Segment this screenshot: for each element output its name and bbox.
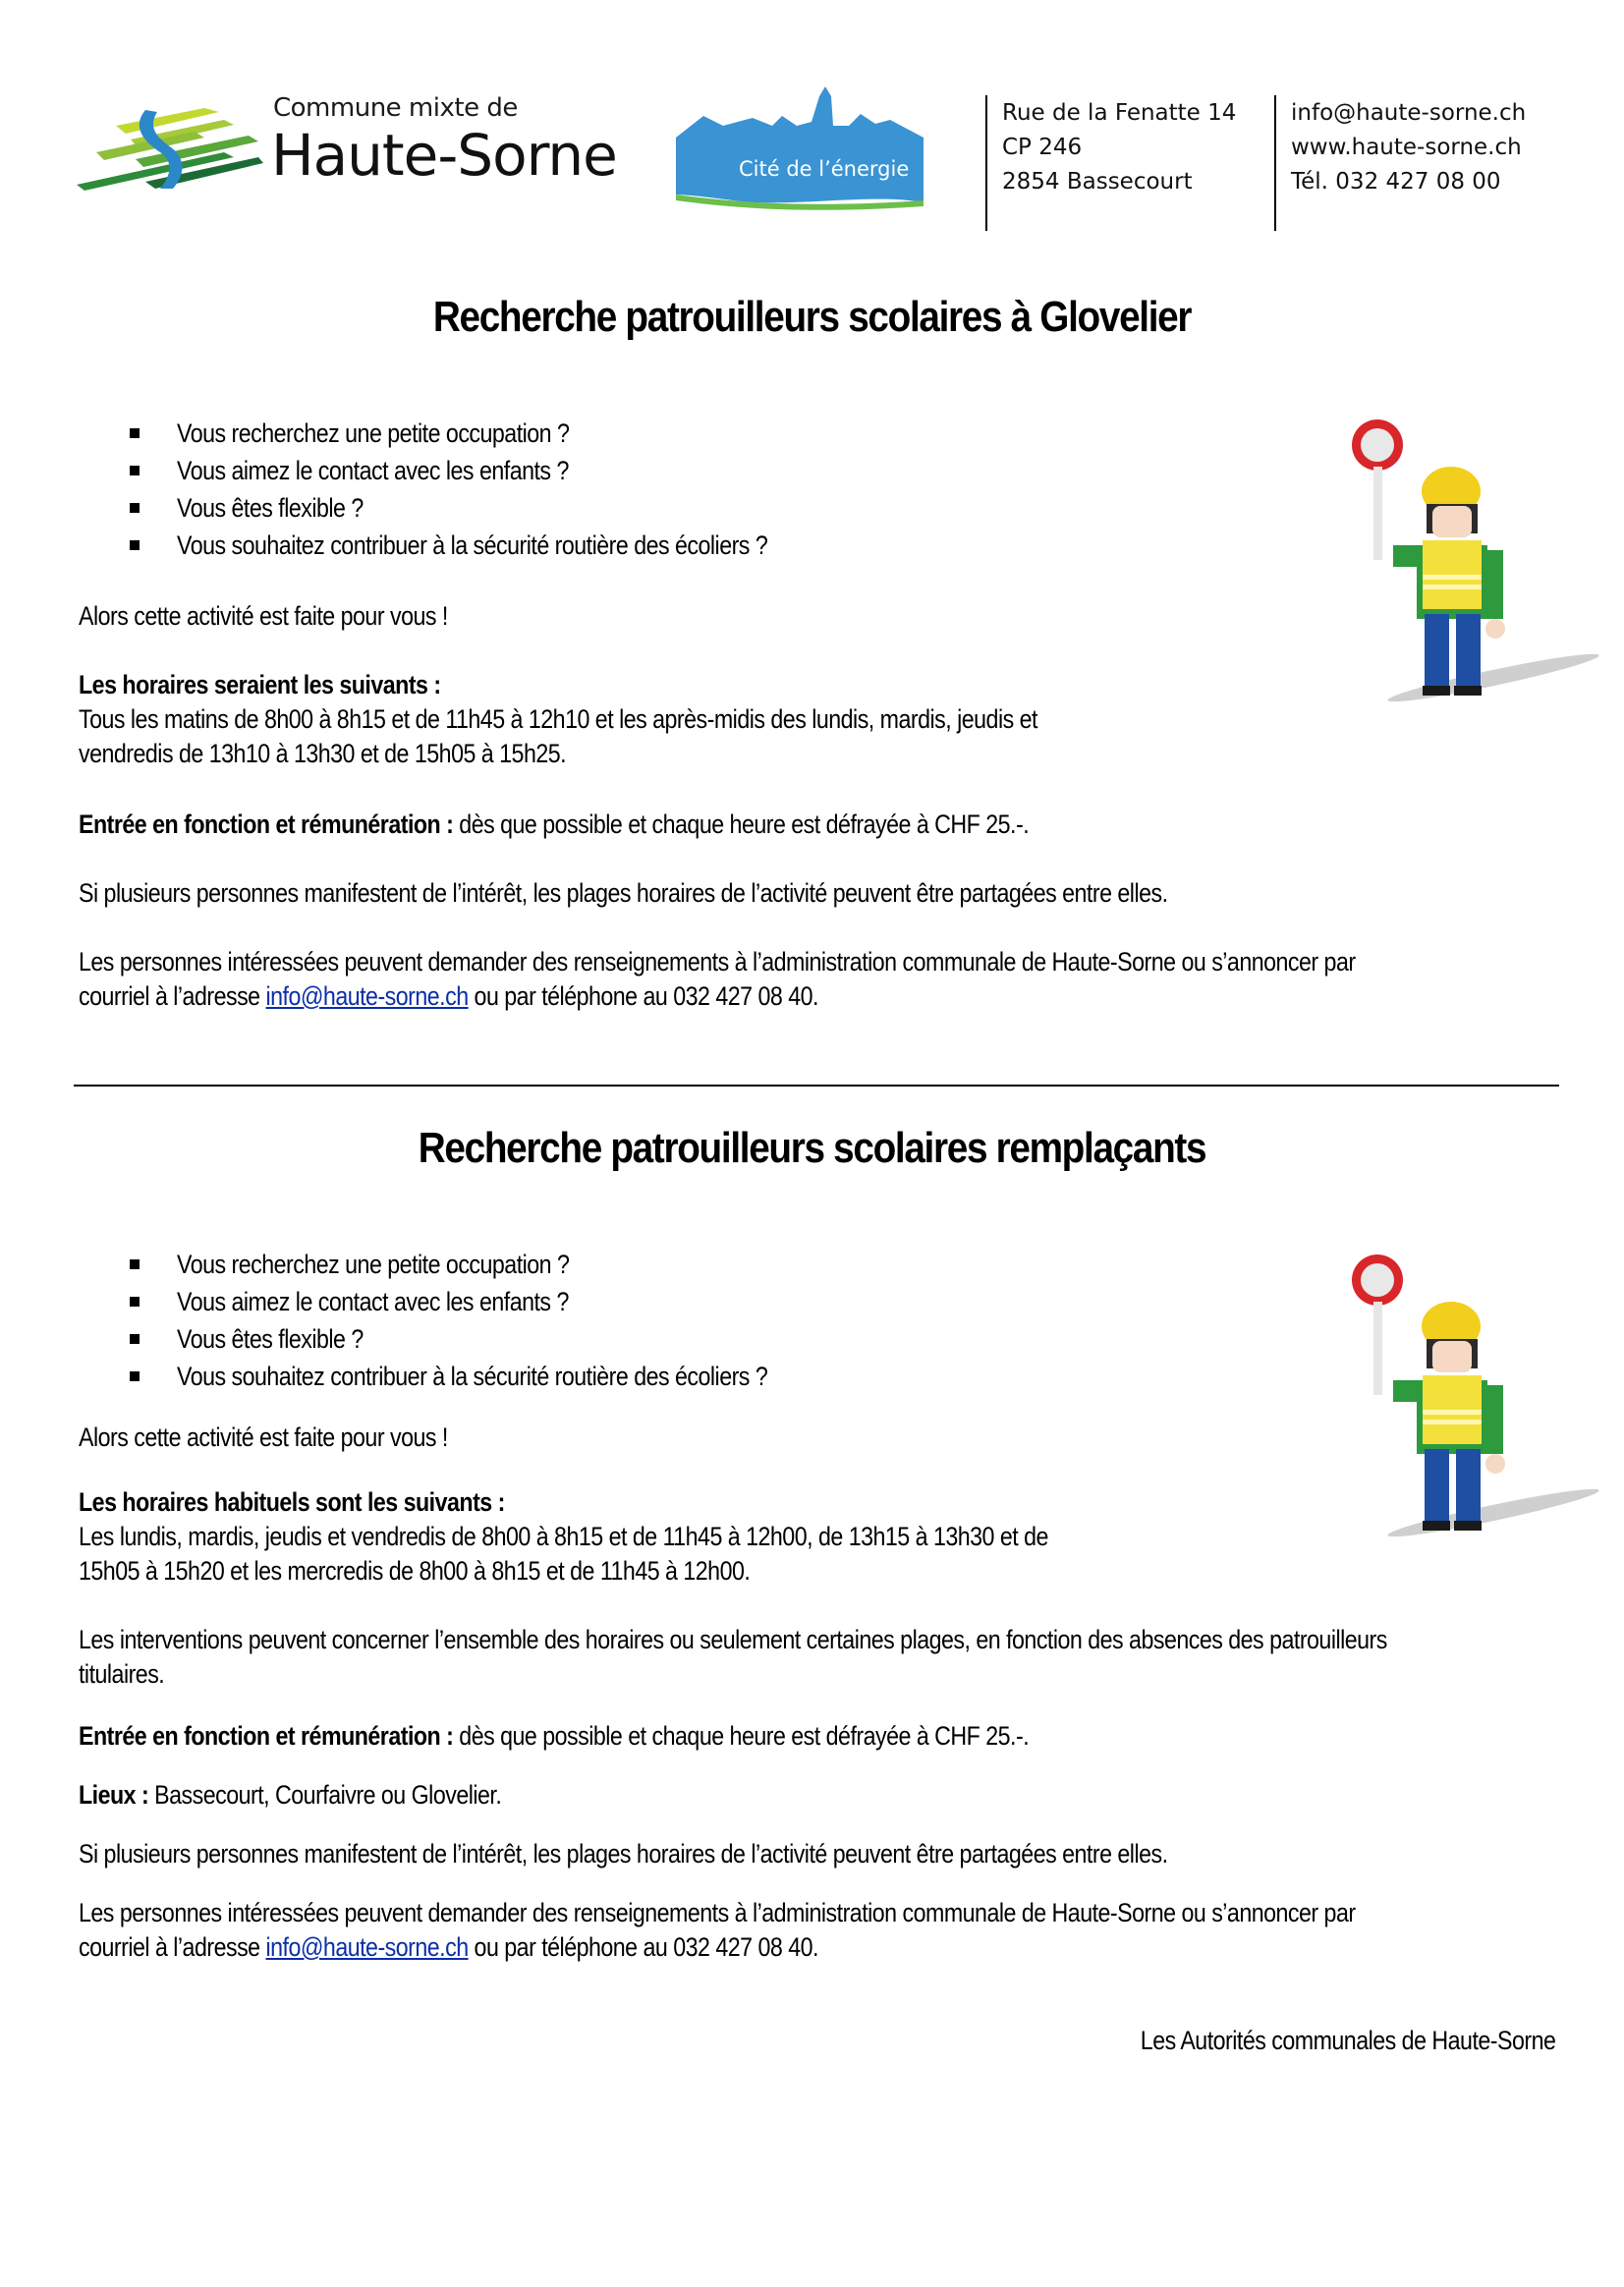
section1-intro: Alors cette activité est faite pour vous ! [79,601,448,631]
section2-title: Recherche patrouilleurs scolaires remplaçants [418,1124,1206,1172]
section1-title: Recherche patrouilleurs scolaires à Glovelier [432,293,1192,341]
school-patrol-figure-icon [1336,408,1606,707]
section2-email-link[interactable]: info@haute-sorne.ch [265,1932,469,1962]
section1-pay-label: Entrée en fonction et rémunération : [79,809,454,839]
cite-energie-label: Cité de l’énergie [739,157,910,181]
list-item: Vous êtes flexible ? [130,489,864,527]
section2-places-label: Lieux : [79,1780,149,1810]
list-item: Vous recherchez une petite occupation ? [130,415,864,452]
cite-energie-badge [674,86,925,212]
section1-email-link[interactable]: info@haute-sorne.ch [265,981,469,1011]
city-skyline-icon [674,86,925,212]
address-city: 2854 Bassecourt [1002,169,1193,195]
bullet-square-icon [130,466,140,475]
haute-sorne-logo [77,93,627,201]
logo-line1: Commune mixte de [273,93,518,123]
bullet-square-icon [130,1297,140,1307]
bullet-square-icon [130,428,140,438]
list-item: Vous aimez le contact avec les enfants ? [130,1283,864,1320]
list-item: Vous souhaitez contribuer à la sécurité routière des écoliers ? [130,527,864,564]
section1-shared: Si plusieurs personnes manifestent de l’intérêt, les plages horaires de l’activité peuvent être partagées entre elles. [79,878,1168,908]
list-item: Vous êtes flexible ? [130,1320,864,1358]
logo-line2: Haute-Sorne [271,122,617,189]
section2-pay-label: Entrée en fonction et rémunération : [79,1721,454,1751]
section2-intro: Alors cette activité est faite pour vous ! [79,1422,448,1452]
bullet-square-icon [130,1259,140,1269]
bullet-square-icon [130,540,140,550]
section1-schedule-label: Les horaires seraient les suivants : [79,670,441,699]
section1-pay-text: dès que possible et chaque heure est défrayée à CHF 25.-. [453,809,1030,839]
contact-email[interactable]: info@haute-sorne.ch [1291,100,1527,126]
section2-shared: Si plusieurs personnes manifestent de l’intérêt, les plages horaires de l’activité peuvent être partagées entre elles. [79,1839,1168,1869]
section1-schedule [79,668,1194,771]
haute-sorne-emblem-icon [77,98,273,192]
section2-schedule-line1: Les lundis, mardis, jeudis et vendredis de 8h00 à 8h15 et de 11h45 à 12h00, de 13h15 à 13h30 et de [79,1522,1048,1551]
header-divider-2 [1274,95,1276,231]
section1-schedule-line2: vendredis de 13h10 à 13h30 et de 15h05 à 15h25. [79,739,567,768]
section2-pay-text: dès que possible et chaque heure est défrayée à CHF 25.-. [453,1721,1030,1751]
section2-pay [79,1719,1184,1754]
list-item: Vous recherchez une petite occupation ? [130,1246,864,1283]
bullet-square-icon [130,1334,140,1344]
section2-contact: Les personnes intéressées peuvent demander des renseignements à l’administration communale de Haute-Sorne ou s’annoncer par courriel à l’adresse info@haute-sorne.ch ou par téléphone au 032 427 08 40. [79,1898,1356,1962]
header-divider-1 [985,95,987,231]
bullet-square-icon [130,503,140,513]
section2-schedule-line2: 15h05 à 15h20 et les mercredis de 8h00 à 8h15 et de 11h45 à 12h00. [79,1556,751,1586]
contact-phone: Tél. 032 427 08 00 [1291,169,1501,195]
contact-block [1291,96,1526,199]
section1-bullet-list [130,415,864,564]
signature: Les Autorités communales de Haute-Sorne [1140,2026,1555,2055]
section-divider [74,1085,1559,1087]
section2-bullet-list [130,1246,864,1395]
section2-schedule [79,1485,1206,1589]
section1-contact: Les personnes intéressées peuvent demander des renseignements à l’administration communale de Haute-Sorne ou s’annoncer par courriel à l’adresse info@haute-sorne.ch ou par téléphone au 032 427 08 40. [79,947,1356,1011]
contact-website[interactable]: www.haute-sorne.ch [1291,135,1522,160]
address-block [1002,96,1236,199]
bullet-square-icon [130,1371,140,1381]
section1-schedule-line1: Tous les matins de 8h00 à 8h15 et de 11h45 à 12h10 et les après-midis des lundis, mardis, jeudis et [79,704,1037,734]
section2-places [79,1778,570,1813]
address-po-box: CP 246 [1002,135,1083,160]
list-item: Vous aimez le contact avec les enfants ? [130,452,864,489]
section2-places-text: Bassecourt, Courfaivre ou Glovelier. [148,1780,502,1810]
section2-interventions: Les interventions peuvent concerner l’ensemble des horaires ou seulement certaines plages, en fonction des absences des patrouilleurs titulaires. [79,1625,1387,1689]
list-item: Vous souhaitez contribuer à la sécurité routière des écoliers ? [130,1358,864,1395]
address-street: Rue de la Fenatte 14 [1002,100,1237,126]
school-patrol-figure-icon [1336,1243,1606,1542]
section1-pay [79,808,1184,842]
section2-schedule-label: Les horaires habituels sont les suivants : [79,1487,505,1517]
